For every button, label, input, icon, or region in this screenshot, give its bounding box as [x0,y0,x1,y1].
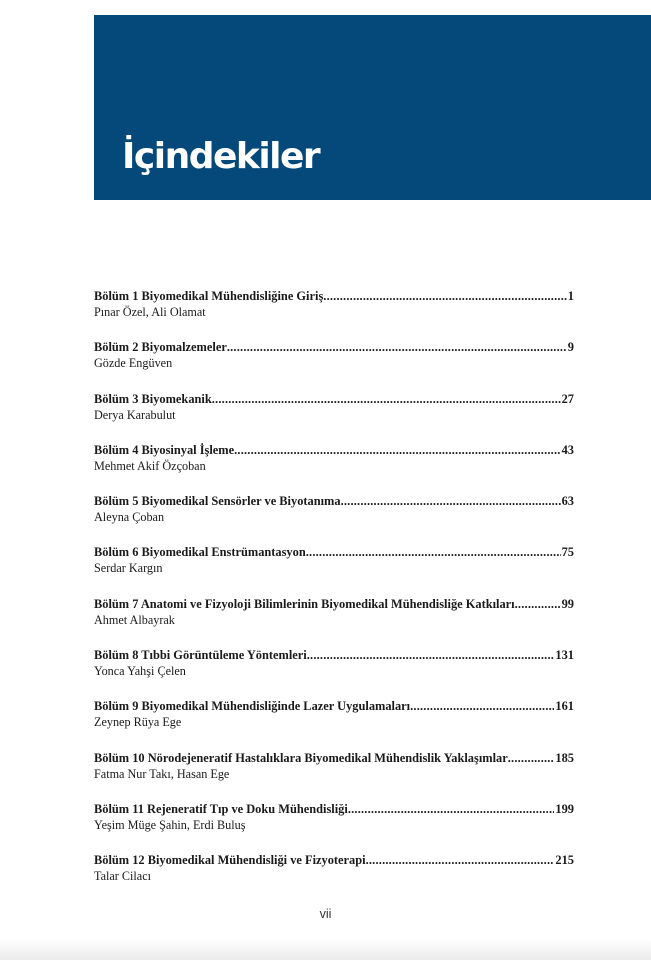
toc-entry-line[interactable] [94,596,574,612]
toc-entry-line[interactable] [94,339,574,355]
header-band [94,15,651,200]
chapter-title: Bölüm 1 Biyomedikal Mühendisliğine Giriş [94,289,324,303]
chapter-title: Bölüm 10 Nörodejeneratif Hastalıklara Biyomedikal Mühendislik Yaklaşımlar [94,750,508,765]
dot-leader [366,852,555,868]
chapter-authors: Aleyna Çoban [94,510,165,525]
chapter-authors: Yonca Yahşi Çelen [94,664,186,679]
chapter-title: Bölüm 11 Rejeneratif Tıp ve Doku Mühendisliği [94,801,348,816]
toc-entry-line[interactable] [94,698,574,714]
chapter-authors: Fatma Nur Takı, Hasan Ege [94,766,230,781]
chapter-page-number: 185 [555,750,574,765]
toc-entry-line[interactable] [94,493,574,509]
toc-entry [94,801,574,852]
chapter-page-number: 99 [561,596,574,611]
toc-entry [94,339,574,390]
chapter-page-number: 131 [555,648,574,663]
dot-leader [323,288,567,304]
toc-entry-line[interactable] [94,544,574,560]
toc-entry [94,544,574,595]
chapter-title: Bölüm 4 Biyosinyal İşleme [94,442,235,457]
toc-entry [94,391,574,442]
toc-entry-line[interactable] [94,801,574,817]
chapter-authors: Derya Karabulut [94,407,176,422]
dot-leader [227,339,567,355]
chapter-authors: Zeynep Rüya Ege [94,715,182,730]
toc-entry [94,442,574,493]
chapter-page-number: 215 [555,853,574,868]
chapter-title: Bölüm 3 Biyomekanik [94,391,212,406]
chapter-page-number: 27 [561,391,574,406]
toc-entry [94,493,574,544]
bottom-shadow [0,938,651,960]
chapter-title: Bölüm 9 Biyomedikal Mühendisliğinde Lazer Uygulamaları [94,699,411,714]
chapter-page-number: 9 [567,340,574,355]
chapter-authors: Gözde Engüven [94,356,173,371]
page-number: vii [319,907,332,921]
chapter-authors: Serdar Kargın [94,561,163,576]
toc-entry-line[interactable] [94,391,574,407]
toc-entry [94,288,574,339]
toc-entry [94,750,574,801]
toc-entry [94,647,574,698]
toc-entry-line[interactable] [94,750,574,766]
chapter-title: Bölüm 5 Biyomedikal Sensörler ve Biyotanıma [94,494,341,509]
page-title: İçindekiler [122,136,320,177]
dot-leader [212,391,561,407]
chapter-page-number: 43 [561,442,574,457]
dot-leader [410,698,554,714]
dot-leader [515,596,561,612]
dot-leader [348,801,555,817]
toc-entry-line[interactable] [94,852,574,868]
toc-entry [94,596,574,647]
dot-leader [341,493,561,509]
chapter-page-number: 75 [561,545,574,560]
toc-entry-line[interactable] [94,288,574,304]
toc-entry [94,852,574,903]
dot-leader [306,544,561,560]
chapter-title: Bölüm 7 Anatomi ve Fizyoloji Bilimlerinin Biyomedikal Mühendisliğe Katkıları [94,596,515,611]
dot-leader [508,750,555,766]
toc-entry [94,698,574,749]
chapter-page-number: 199 [555,801,574,816]
chapter-title: Bölüm 6 Biyomedikal Enstrümantasyon [94,545,306,560]
chapter-title: Bölüm 2 Biyomalzemeler [94,340,227,355]
chapter-authors: Mehmet Akif Özçoban [94,458,206,473]
dot-leader [307,647,555,663]
chapter-page-number: 63 [561,494,574,509]
table-of-contents [94,288,574,904]
toc-entry-line[interactable] [94,442,574,458]
toc-entry-line[interactable] [94,647,574,663]
chapter-title: Bölüm 12 Biyomedikal Mühendisliği ve Fizyoterapi [94,853,366,868]
chapter-authors: Yeşim Müge Şahin, Erdi Buluş [94,817,246,832]
chapter-authors: Talar Cilacı [94,869,152,884]
dot-leader [234,442,561,458]
chapter-page-number: 161 [555,699,574,714]
chapter-authors: Ahmet Albayrak [94,612,175,627]
chapter-page-number: 1 [567,289,574,303]
chapter-title: Bölüm 8 Tıbbi Görüntüleme Yöntemleri [94,648,307,663]
chapter-authors: Pınar Özel, Ali Olamat [94,305,206,319]
